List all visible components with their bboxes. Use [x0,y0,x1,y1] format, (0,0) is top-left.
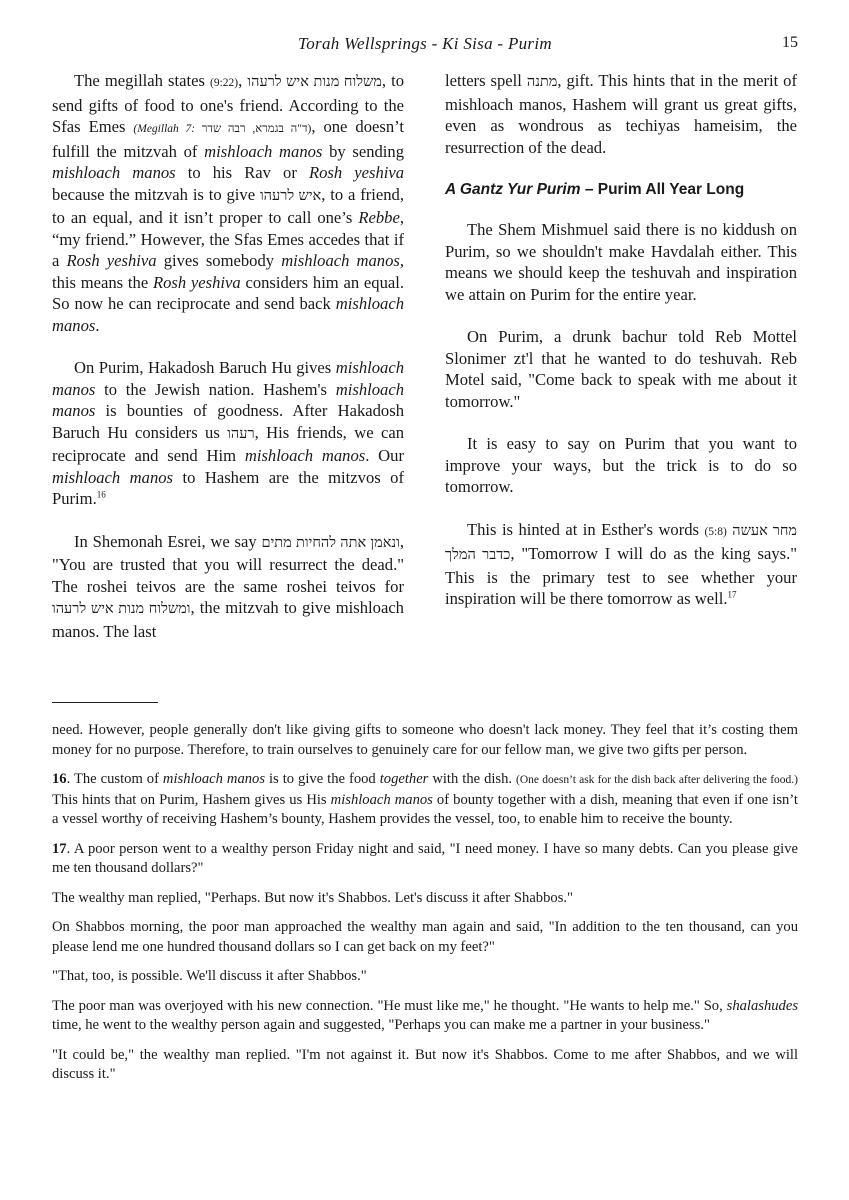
paragraph: On Purim, a drunk bachur told Reb Mottel Slonimer zt'l that he wanted to do teshuvah. Reb Motel said, "Come back to speak with me about it tomorrow." [445,327,797,411]
footnote-paragraph: On Shabbos morning, the poor man approached the wealthy man again and said, "In addition to the ten thousand, can you please lend me one hundred thousand dollars so I can get back on my feet?" [52,919,798,955]
paragraph: On Purim, Hakadosh Baruch Hu gives mishloach manos to the Jewish nation. Hashem's mishloach manos is bounties of goodness. After Hakadosh Baruch Hu considers us רעהו, His friends, we can reciprocate and send Him mishloach manos. Our mishloach manos to Hashem are the mitzvos of Purim.$^{16}$ [52,358,404,508]
footnote-divider [52,702,158,703]
right-column [445,70,797,631]
section-heading: A Gantz Yur Purim – Purim All Year Long [445,181,745,198]
footnotes [52,721,798,1095]
page-number: 15 [782,34,798,51]
left-column [52,70,404,663]
paragraph: This is hinted at in Esther's words (5:8) מחר אעשה כדבר המלך, "Tomorrow I will do as the king says." This is the primary test to see whether your inspiration will be there tomorrow as well.$^{17}$ [445,519,798,608]
footnote-ref-16[interactable]: 16 [96,489,106,500]
paragraph: In Shemonah Esrei, we say ונאמן אתה להחיות מתים, "You are trusted that you will resurrect the dead." The roshei teivos are the same roshei teivos for ומשלוח מנות איש לרעהו, the mitzvah to give mishloach manos. The last [52,531,404,641]
paragraph: It is easy to say on Purim that you want to improve your ways, but the trick is to do so tomorrow. [445,434,797,496]
running-head: Torah Wellsprings - Ki Sisa - Purim [298,34,552,53]
paragraph: The megillah states (9:22), משלוח מנות איש לרעהו, to send gifts of food to one's friend. According to the Sfas Emes (Megillah 7: ד"ה בגמרא, רבה שדר), one doesn’t fulfill the mitzvah of mishloach manos by sending mishloach manos to his Rav or Rosh yeshiva because the mitzvah is to give איש לרעהו, to a friend, to an equal, and it isn’t proper to call one’s Rebbe, “my friend.” However, the Sfas Emes accedes that if a Rosh yeshiva gives somebody mishloach manos, this means the Rosh yeshiva considers him an equal. So now he can reciprocate and send back mishloach manos. [52,71,405,335]
footnote-continuation: need. However, people generally don't like giving gifts to someone who doesn't lack money. They feel that it’s costing them money for no purpose. Therefore, to train ourselves to genuinely care for our fellow man, we give two gifts per person. [52,722,798,758]
footnote-17: 17. A poor person went to a wealthy person Friday night and said, "I need money. I have so many debts. Can you please give me ten thousand dollars?" [52,840,798,876]
footnote-ref-17[interactable]: 17 [727,589,737,600]
footnote-paragraph: "That, too, is possible. We'll discuss it after Shabbos." [52,968,367,984]
paragraph: The Shem Mishmuel said there is no kiddush on Purim, so we shouldn't make Havdalah either. This means we should keep the teshuvah and inspiration we attain on Purim for the entire year. [445,220,797,304]
paragraph: letters spell מתנה, gift. This hints that in the merit of mishloach manos, Hashem will grant us great gifts, even as wondrous as techiyas hameisim, the resurrection of the dead. [445,71,798,157]
footnote-paragraph: The poor man was overjoyed with his new connection. "He must like me," he thought. "He wants to help me." So, shalashudes time, he went to the wealthy person again and suggested, "Perhaps you can make me a partner in your business." [52,997,798,1033]
page-header [52,34,798,58]
footnote-paragraph: "It could be," the wealthy man replied. "I'm not against it. But now it's Shabbos. Come to me after Shabbos, and we will discuss it." [52,1046,798,1082]
footnote-paragraph: The wealthy man replied, "Perhaps. But now it's Shabbos. Let's discuss it after Shabbos." [52,889,573,906]
footnote-16: 16. The custom of mishloach manos is to give the food together with the dish. (One doesn’t ask for the dish back after delivering the food.) This hints that on Purim, Hashem gives us His mishloach manos of bounty together with a dish, meaning that even if one isn’t a vessel worthy of receiving Hashem’s bounty, Hashem provides the vessel, too, to enable him to receive the bounty. [52,771,798,827]
